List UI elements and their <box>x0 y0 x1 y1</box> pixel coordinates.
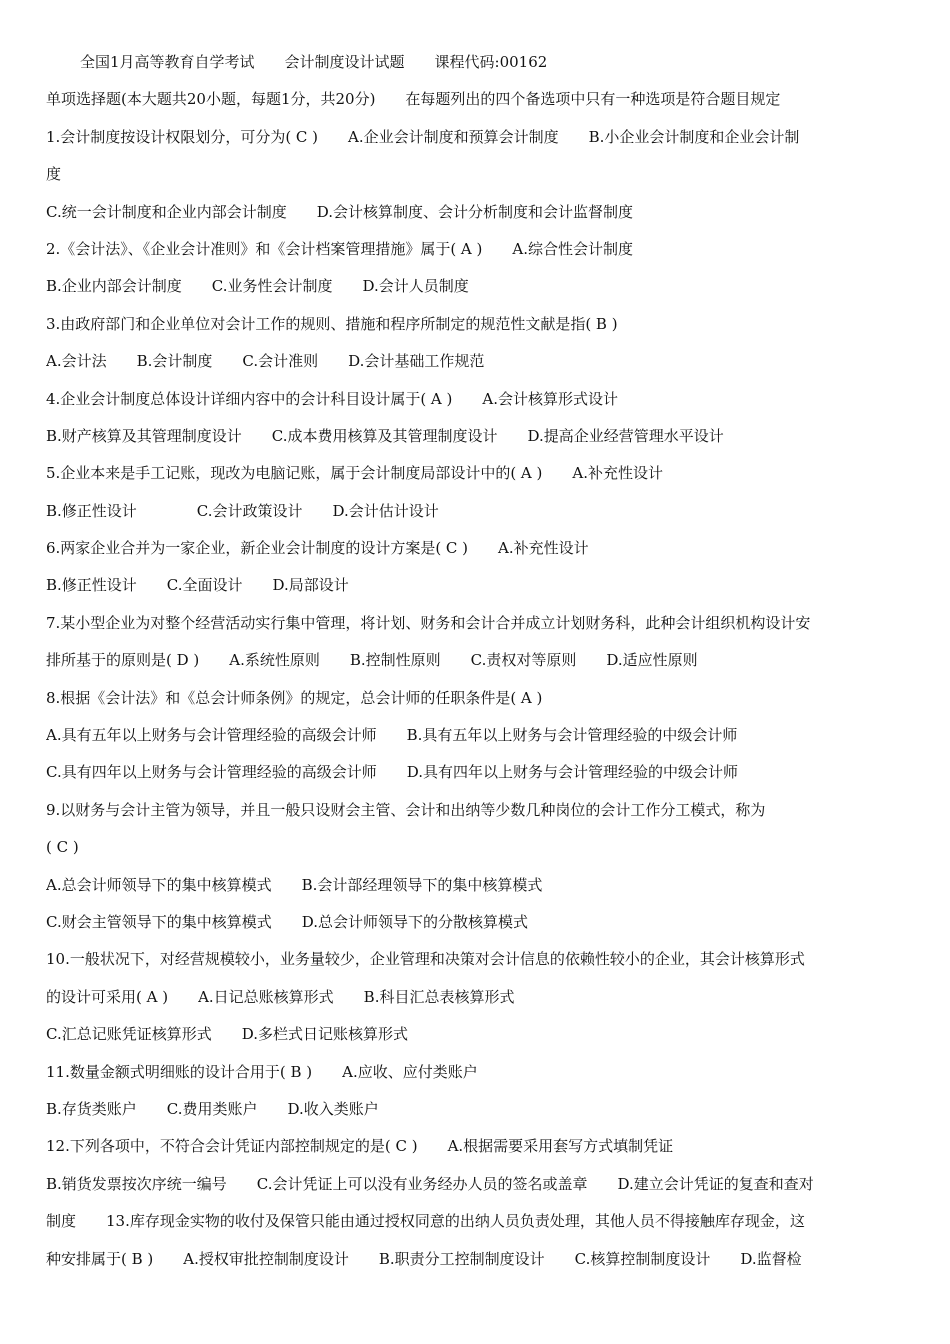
question-4-options: B.财产核算及其管理制度设计 C.成本费用核算及其管理制度设计 D.提高企业经营管理水平设计 <box>46 426 724 445</box>
question-3: 3.由政府部门和企业单位对会计工作的规则、措施和程序所制定的规范性文献是指( B ) <box>46 314 618 333</box>
question-3-options: A.会计法 B.会计制度 C.会计准则 D.会计基础工作规范 <box>46 352 485 371</box>
question-10: 10.一般状况下，对经营规模较小，业务量较少，企业管理和决策对会计信息的依赖性较小的企业，其会计核算形式 <box>46 950 805 969</box>
question-11: 11.数量金额式明细账的设计合用于( B ) A.应收、应付类账户 <box>46 1062 478 1081</box>
question-10-options: C.汇总记账凭证核算形式 D.多栏式日记账核算形式 <box>46 1025 408 1044</box>
question-13: 制度 13.库存现金实物的收付及保管只能由通过授权同意的出纳人员负责处理，其他人员不得接触库存现金，这 <box>46 1212 805 1231</box>
question-5-options: B.修正性设计 C.会计政策设计 D.会计估计设计 <box>46 501 439 520</box>
question-2-options: B.企业内部会计制度 C.业务性会计制度 D.会计人员制度 <box>46 277 469 296</box>
question-8-options-ab: A.具有五年以上财务与会计管理经验的高级会计师 B.具有五年以上财务与会计管理经验的中级会计师 <box>46 726 738 745</box>
question-9-options-ab: A.总会计师领导下的集中核算模式 B.会计部经理领导下的集中核算模式 <box>46 875 543 894</box>
exam-title: 全国1月高等教育自学考试 会计制度设计试题 课程代码:00162 <box>80 53 548 71</box>
question-6: 6.两家企业合并为一家企业，新企业会计制度的设计方案是( C ) A.补充性设计 <box>46 539 589 558</box>
question-12-options: B.销货发票按次序统一编号 C.会计凭证上可以没有业务经办人员的签名或盖章 D.建立会计凭证的复查和查对 <box>46 1174 814 1193</box>
question-10-cont: 的设计可采用( A ) A.日记总账核算形式 B.科目汇总表核算形式 <box>46 987 515 1006</box>
question-12: 12.下列各项中，不符合会计凭证内部控制规定的是( C ) A.根据需要采用套写方式填制凭证 <box>46 1137 674 1156</box>
document-page <box>46 50 906 1284</box>
question-13-options: 种安排属于( B ) A.授权审批控制制度设计 B.职责分工控制制度设计 C.核算控制制度设计 D.监督检 <box>46 1249 802 1268</box>
question-6-options: B.修正性设计 C.全面设计 D.局部设计 <box>46 576 349 595</box>
question-9-answer: ( C ) <box>46 838 79 857</box>
question-7: 7.某小型企业为对整个经营活动实行集中管理，将计划、财务和会计合并成立计划财务科，此种会计组织机构设计安 <box>46 613 811 632</box>
section-heading: 单项选择题(本大题共20小题，每题1分，共20分) 在每题列出的四个备选项中只有一种选项是符合题目规定 <box>46 90 781 109</box>
question-7-cont: 排所基于的原则是( D ) A.系统性原则 B.控制性原则 C.责权对等原则 D.适应性原则 <box>46 651 698 670</box>
question-8-options-cd: C.具有四年以上财务与会计管理经验的高级会计师 D.具有四年以上财务与会计管理经验的中级会计师 <box>46 763 738 782</box>
question-9: 9.以财务与会计主管为领导，并且一般只设财会主管、会计和出纳等少数几种岗位的会计工作分工模式，称为 <box>46 800 766 819</box>
question-9-options-cd: C.财会主管领导下的集中核算模式 D.总会计师领导下的分散核算模式 <box>46 912 528 931</box>
question-11-options: B.存货类账户 C.费用类账户 D.收入类账户 <box>46 1099 379 1118</box>
question-5: 5.企业本来是手工记账，现改为电脑记账，属于会计制度局部设计中的( A ) A.补充性设计 <box>46 464 663 483</box>
question-4: 4.企业会计制度总体设计详细内容中的会计科目设计属于( A ) A.会计核算形式设计 <box>46 389 618 408</box>
question-2: 2.《会计法》、《企业会计准则》和《会计档案管理措施》属于( A ) A.综合性会计制度 <box>46 239 633 258</box>
question-1: 1.会计制度按设计权限划分，可分为( C ) A.企业会计制度和预算会计制度 B.小企业会计制度和企业会计制 <box>46 127 800 146</box>
question-1-options: C.统一会计制度和企业内部会计制度 D.会计核算制度、会计分析制度和会计监督制度 <box>46 202 633 221</box>
question-8: 8.根据《会计法》和《总会计师条例》的规定，总会计师的任职条件是( A ) <box>46 688 543 707</box>
question-1-cont: 度 <box>46 165 62 184</box>
